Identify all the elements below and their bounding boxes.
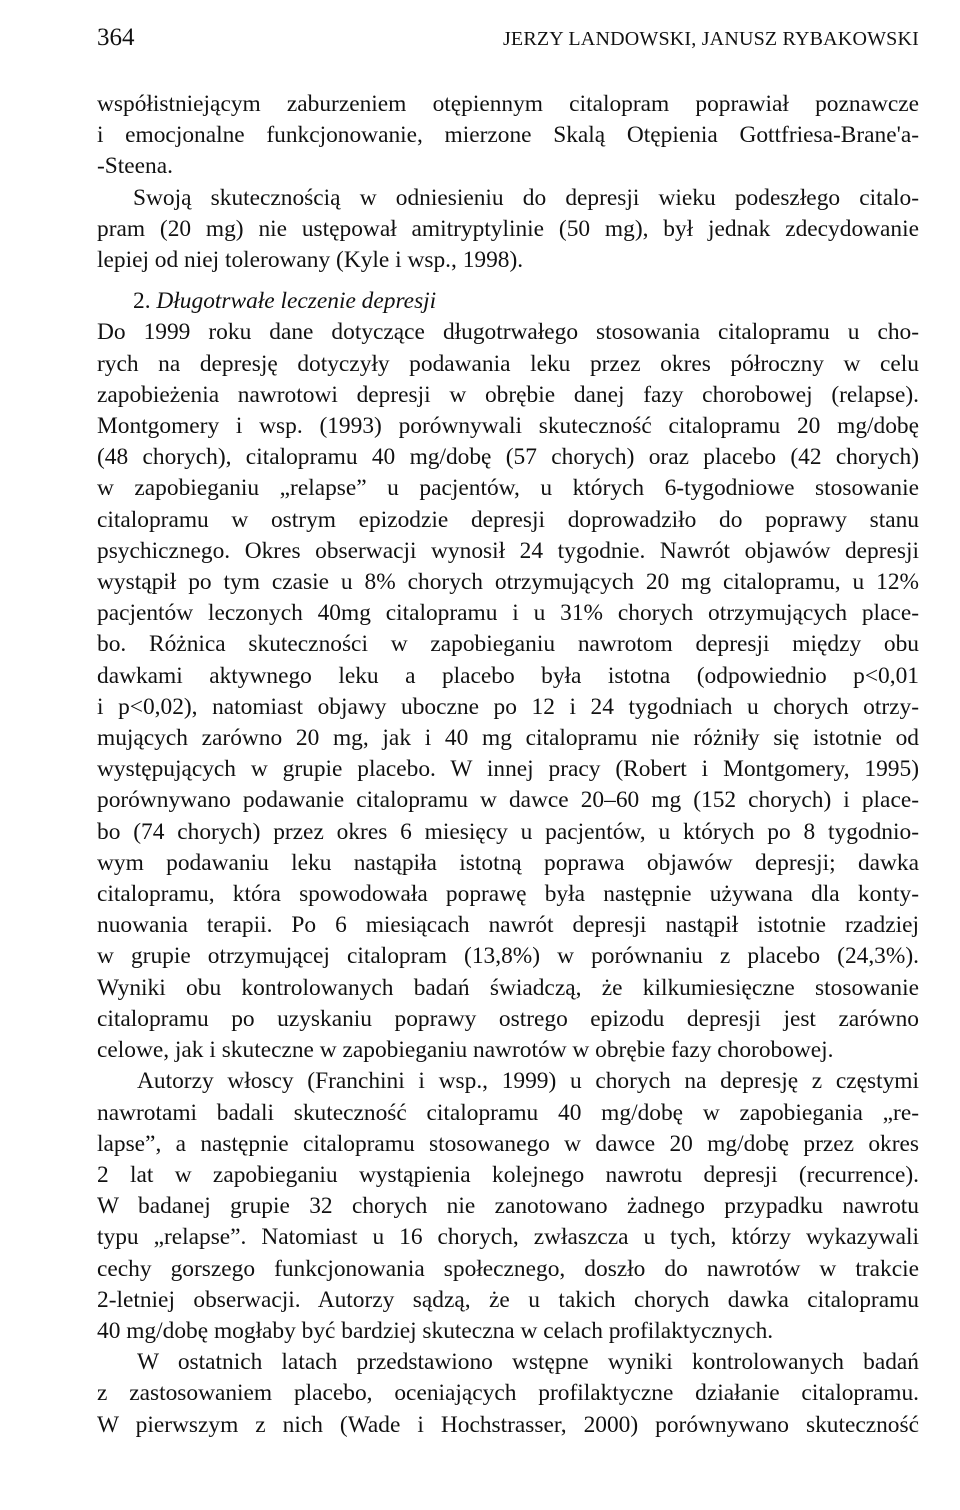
text-line: nuowania terapii. Po 6 miesiącach nawrót depresji nastąpił istotnie rzadziej: [97, 912, 919, 939]
text-line: cechy gorszego funkcjonowania społecznego, doszło do nawrotów w trakcie: [97, 1255, 919, 1282]
section-heading: [97, 286, 919, 317]
text-line: bo. Różnica skuteczności w zapobieganiu nawrotom depresji między obu: [97, 631, 919, 658]
text-line: -Steena.: [97, 153, 173, 180]
body-text: [97, 89, 919, 1441]
text-line: z zastosowaniem placebo, oceniających profilaktyczne działanie citalopramu.: [97, 1380, 919, 1407]
text-line: W ostatnich latach przedstawiono wstępne wyniki kontrolowanych badań: [137, 1349, 919, 1376]
text-line: celowe, jak i skuteczne w zapobieganiu nawrotów w obrębie fazy chorobowej.: [97, 1037, 834, 1064]
paragraph-long-term-treatment: [97, 317, 919, 1066]
text-line: występujących w grupie placebo. W innej pracy (Robert i Montgomery, 1995): [97, 756, 919, 783]
text-line: W badanej grupie 32 chorych nie zanotowano żadnego przypadku nawrotu: [97, 1193, 919, 1220]
paragraph-recent-studies: [97, 1347, 919, 1441]
text-line: lepiej od niej tolerowany (Kyle i wsp., 1998).: [97, 247, 524, 274]
text-line: W pierwszym z nich (Wade i Hochstrasser, 2000) porównywano skuteczność: [97, 1411, 919, 1438]
text-line: (48 chorych), citalopramu 40 mg/dobę (57 chorych) oraz placebo (42 chorych): [97, 444, 919, 471]
text-line: psychicznego. Okres obserwacji wynosił 24 tygodnie. Nawrót objawów depresji: [97, 537, 919, 564]
text-line: 40 mg/dobę mogłaby być bardziej skuteczna w celach profilaktycznych.: [97, 1317, 774, 1344]
text-line: i p<0,02), natomiast objawy uboczne po 12 i 24 tygodniach u chorych otrzy-: [97, 693, 919, 720]
text-line: wym podawaniu leku nastąpiła istotną poprawa objawów depresji; dawka: [97, 849, 919, 876]
text-line: 2-letniej obserwacji. Autorzy sądzą, że u takich chorych dawka citalopramu: [97, 1286, 919, 1313]
text-line: Do 1999 roku dane dotyczące długotrwałego stosowania citalopramu u cho-: [97, 319, 919, 346]
text-line: rych na depresję dotyczyły podawania leku przez okres półroczny w celu: [97, 350, 919, 377]
text-line: citalopramu w ostrym epizodzie depresji doprowadziło do poprawy stanu: [97, 506, 919, 533]
section-number: 2.: [133, 288, 151, 315]
text-line: lapse”, a następnie citalopramu stosowanego w dawce 20 mg/dobę przez okres: [97, 1130, 919, 1157]
text-line: dawkami aktywnego leku a placebo była istotna (odpowiednio p<0,01: [97, 662, 919, 689]
text-line: współistniejącym zaburzeniem otępiennym citalopram poprawiał poznawcze: [97, 91, 919, 117]
text-line: pram (20 mg) nie ustępował amitryptylinie (50 mg), był jednak zdecydowanie: [97, 215, 919, 242]
section-title: Długotrwałe leczenie depresji: [156, 288, 437, 315]
text-line: Swoją skutecznością w odniesieniu do depresji wieku podeszłego citalo-: [133, 184, 919, 211]
text-line: citalopramu, która spowodowała poprawę była następnie używana dla konty-: [97, 881, 919, 908]
paragraph-continued: [97, 89, 919, 183]
text-line: bo (74 chorych) przez okres 6 miesięcy u pacjentów, u których po 8 tygodnio-: [97, 818, 919, 845]
text-line: typu „relapse”. Natomiast u 16 chorych, zwłaszcza u tych, którzy wykazywali: [97, 1224, 919, 1251]
text-line: mujących zarówno 20 mg, jak i 40 mg citalopramu nie różniły się istotnie od: [97, 725, 919, 752]
text-line: Montgomery i wsp. (1993) porównywali skuteczność citalopramu 20 mg/dobę: [97, 413, 919, 440]
text-line: 2 lat w zapobieganiu wystąpienia kolejnego nawrotu depresji (recurrence).: [97, 1161, 919, 1188]
text-line: Autorzy włoscy (Franchini i wsp., 1999) u chorych na depresję z częstymi: [137, 1068, 919, 1095]
text-line: pacjentów leczonych 40mg citalopramu i u 31% chorych otrzymujących place-: [97, 600, 919, 627]
text-line: citalopramu po uzyskaniu poprawy ostrego epizodu depresji jest zarówno: [97, 1005, 919, 1032]
paragraph-italian-authors: [97, 1066, 919, 1347]
paragraph-elderly-depression: [97, 183, 919, 277]
text-line: nawrotami badali skuteczność citalopramu 40 mg/dobę w zapobiegania „re-: [97, 1099, 919, 1126]
text-line: w zapobieganiu „relapse” u pacjentów, u których 6-tygodniowe stosowanie: [97, 475, 919, 502]
page-header: [97, 24, 919, 64]
text-line: i emocjonalne funkcjonowanie, mierzone Skalą Otępienia Gottfriesa-Brane'a-: [97, 122, 919, 149]
text-line: wystąpił po tym czasie u 8% chorych otrzymujących 20 mg citalopramu, u 12%: [97, 569, 919, 596]
running-head: JERZY LANDOWSKI, JANUSZ RYBAKOWSKI: [502, 28, 919, 50]
text-line: w grupie otrzymującej citalopram (13,8%) w porównaniu z placebo (24,3%).: [97, 943, 919, 970]
text-line: zapobieżenia nawrotowi depresji w obrębie danej fazy chorobowej (relapse).: [97, 381, 919, 408]
text-line: Wyniki obu kontrolowanych badań świadczą, że kilkumiesięczne stosowanie: [97, 974, 919, 1001]
text-line: porównywano podawanie citalopramu w dawce 20–60 mg (152 chorych) i place-: [97, 787, 919, 814]
page-number: 364: [97, 24, 135, 51]
